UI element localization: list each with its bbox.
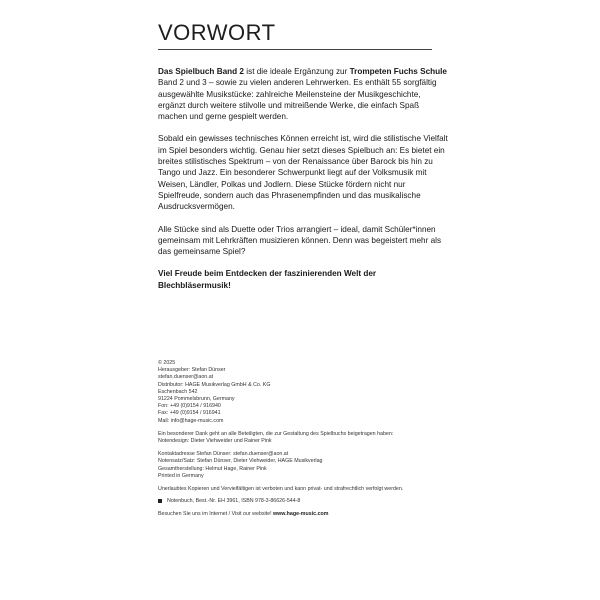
editor-line: Herausgeber: Stefan Dünser [158,367,226,374]
order-number: Notenbuch, Best.-Nr. EH 3961, ISBN 978-3-86626-544-8 [167,498,301,505]
square-bullet-icon [158,499,162,503]
paragraph-1-rest: Band 2 und 3 – sowie zu vielen anderen Lehrwerken. Es enthält 55 sorgfältig ausgewählte Musikstücke: zahlreiche Meilensteine der Musikgeschichte, ergänzt durch weitere stilvolle und mitreißende Werke, die einfach Spaß machen und gerne gespielt werden. [158,78,437,122]
copy-notice: Unerlaubtes Kopieren und Vervielfältigen ist verboten und kann privat- und strafrechtlich verfolgt werden. [158,486,404,493]
website-link[interactable]: www.hage-music.com [273,511,329,518]
city-line: 91224 Pommelsbrunn, Germany [158,396,235,403]
closing-wish: Viel Freude beim Entdecken der faszinierenden Welt der Blechbläsermusik! [158,269,377,290]
imprint [158,360,458,519]
production-line: Gesamtherstellung: Helmut Hage, Rainer Pink [158,465,267,472]
fax-line: Fax: +49 (0)9154 / 916941 [158,410,221,417]
series-name: Trompeten Fuchs Schule [349,67,447,76]
editor-email: stefan.duenser@aon.at [158,374,214,381]
typesetting-line: Notensatz/Satz: Stefan Dünser, Dieter Viehweider, HAGE Musikverlag [158,458,323,465]
paragraph-1-part: ist die ideale Ergänzung zur [244,67,350,76]
mail-line: Mail: info@hage-music.com [158,417,224,424]
book-name: Das Spielbuch Band 2 [158,67,244,76]
foreword-body [158,66,448,302]
printed-line: Printed in Germany [158,472,204,479]
page-title: VORWORT [158,20,276,45]
title-divider [158,49,432,50]
street-line: Eschenbach 542 [158,388,198,395]
website-line [158,511,458,518]
thanks-line: Ein besonderer Dank geht an alle Beteiligten, die zur Gestaltung des Spielbuchs beigetragen haben: [158,430,394,437]
notation-line: Notendesign: Dieter Viehweider und Rainer Pink [158,438,272,445]
distributor-line: Distributor: HAGE Musikverlag GmbH & Co. KG [158,381,271,388]
paragraph-3: Alle Stücke sind als Duette oder Trios arrangiert – ideal, damit Schüler*innen gemeinsam mit Lehrkräften musizieren können. Denn was begeistert mehr als das gemeinsame Spiel? [158,224,442,257]
copyright-line: © 2025 [158,360,176,366]
paragraph-4 [158,268,448,291]
paragraph-2: Sobald ein gewisses technisches Können erreicht ist, wird die stilistische Vielfalt im Spiel besonders wichtig. Genau hier setzt dieses Spielbuch an: Es bietet ein breites stilistisches Spektrum – von der Renaissance über Barock bis hin zu Tango und Jazz. Ein besonderer Schwerpunkt liegt auf der Volksmusik mit Weisen, Ländler, Polkas und Jodlern. Diese Stücke fördern nicht nur Spielfreude, sondern auch das Phrasenempfinden und das musikalische Ausdrucksvermögen. [158,134,448,212]
website-prefix: Besuchen Sie uns im Internet / Visit our website! [158,511,274,518]
contact-line: Kontaktadresse Stefan Dünser: stefan.duenser@aon.at [158,451,289,458]
paragraph-1 [158,66,448,122]
phone-line: Fon: +49 (0)9154 / 916940 [158,403,221,410]
order-line [158,498,458,505]
